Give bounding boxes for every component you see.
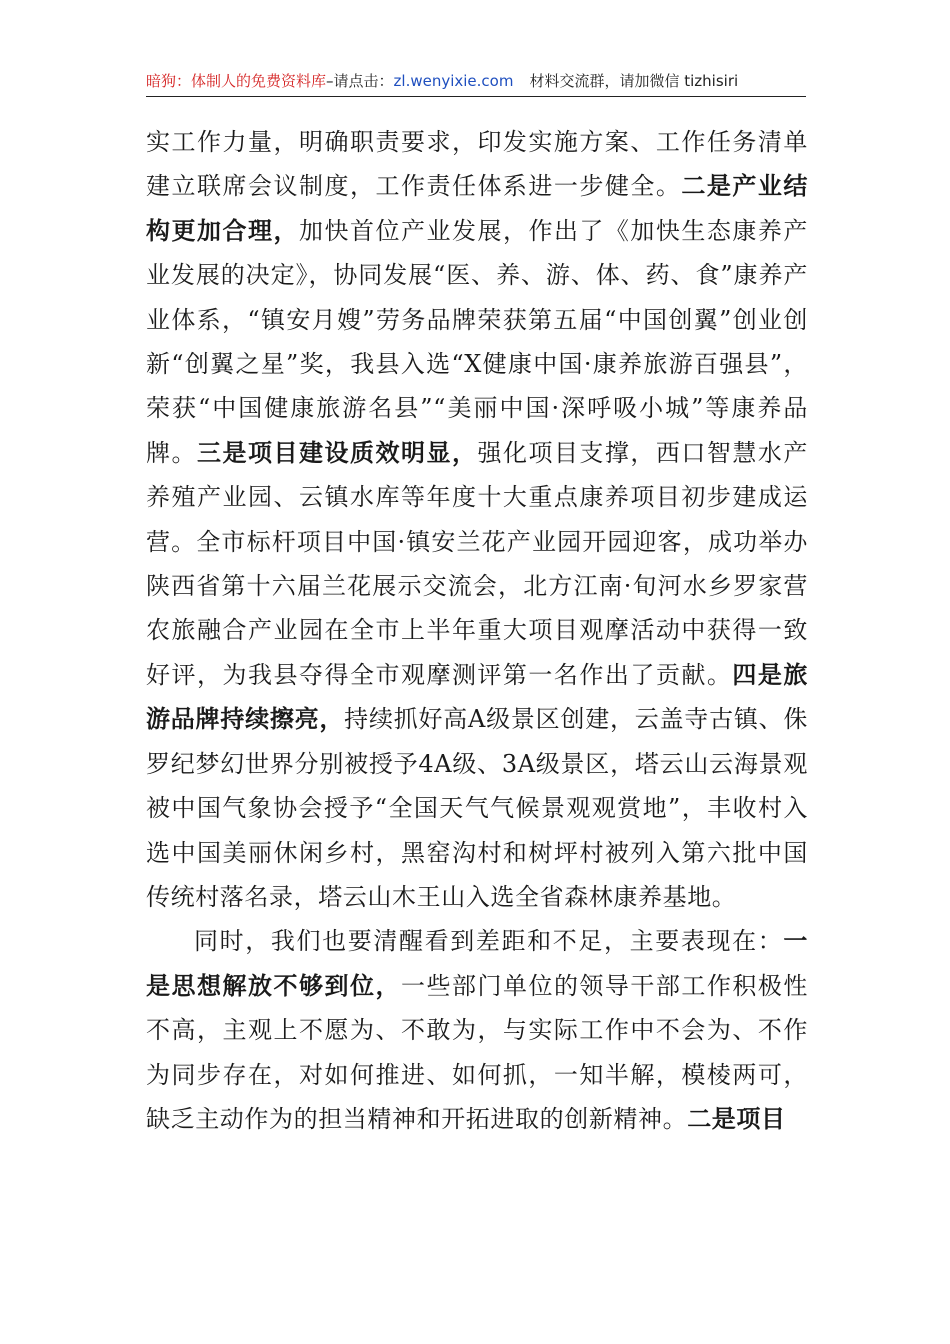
document-body [146,120,808,1141]
header-url-link[interactable]: zl.wenyixie.com [393,72,514,90]
paragraph-1 [146,120,808,919]
p2-text-2: 一些部门单位的领导干部工作积极性不高，主观上不愿为、不敢为，与实际工作中不会为、不作为同步存在，对如何推进、如何抓，一知半解，模棱两可，缺乏主动作为的担当精神和开拓进取的创新精神。 [146,971,809,1133]
header-click-text: –请点击： [326,72,394,90]
p2-bold-1: 一是思想解放不够到位， [146,926,808,1000]
p2-text-1: 同时，我们也要清醒看到差距和不足，主要表现在： [194,927,784,956]
p1-bold-3: 四是旅游品牌持续擦亮， [146,659,808,734]
p1-text-4: 持续抓好高A级景区创建，云盖寺古镇、侏罗纪梦幻世界分别被授予4A级、3A级景区，塔云山云海景观被中国气象协会授予“全国天气气候景观观赏地”，丰收村入选中国美丽休闲乡村，黑窑沟村和树坪村被列入第六批中国传统村落名录，塔云山木王山入选全省森林康养基地。 [146,705,808,911]
page-header [146,70,806,97]
p1-text-1: 实工作力量，明确职责要求，印发实施方案、工作任务清单建立联席会议制度，工作责任体系进一步健全。 [146,128,808,201]
p2-bold-2: 二是项目 [687,1103,786,1133]
p1-bold-1: 二是产业结构更加合理， [146,171,808,245]
p1-text-3: 强化项目支撑，西口智慧水产养殖产业园、云镇水库等年度十大重点康养项目初步建成运营。全市标杆项目中国·镇安兰花产业园开园迎客，成功举办陕西省第十六届兰花展示交流会，北方江南·旬河水乡罗家营农旅融合产业园在全市上半年重大项目观摩活动中获得一致好评，为我县夺得全市观摩测评第一名作出了贡献。 [146,438,808,689]
header-contact: 材料交流群，请加微信 tizhisiri [529,72,739,90]
p1-bold-2: 三是项目建设质效明显， [197,437,478,467]
p1-text-2: 加快首位产业发展，作出了《加快生态康养产业发展的决定》，协同发展“医、养、游、体、药、食”康养产业体系，“镇安月嫂”劳务品牌荣获第五届“中国创翼”创业创新“创翼之星”奖，我县入选“X健康中国·康养旅游百强县”，荣获“中国健康旅游名县”“美丽中国·深呼吸小城”等康养品牌。 [146,216,808,467]
paragraph-2 [146,919,808,1141]
header-label: 暗狗：体制人的免费资料库 [146,72,327,90]
